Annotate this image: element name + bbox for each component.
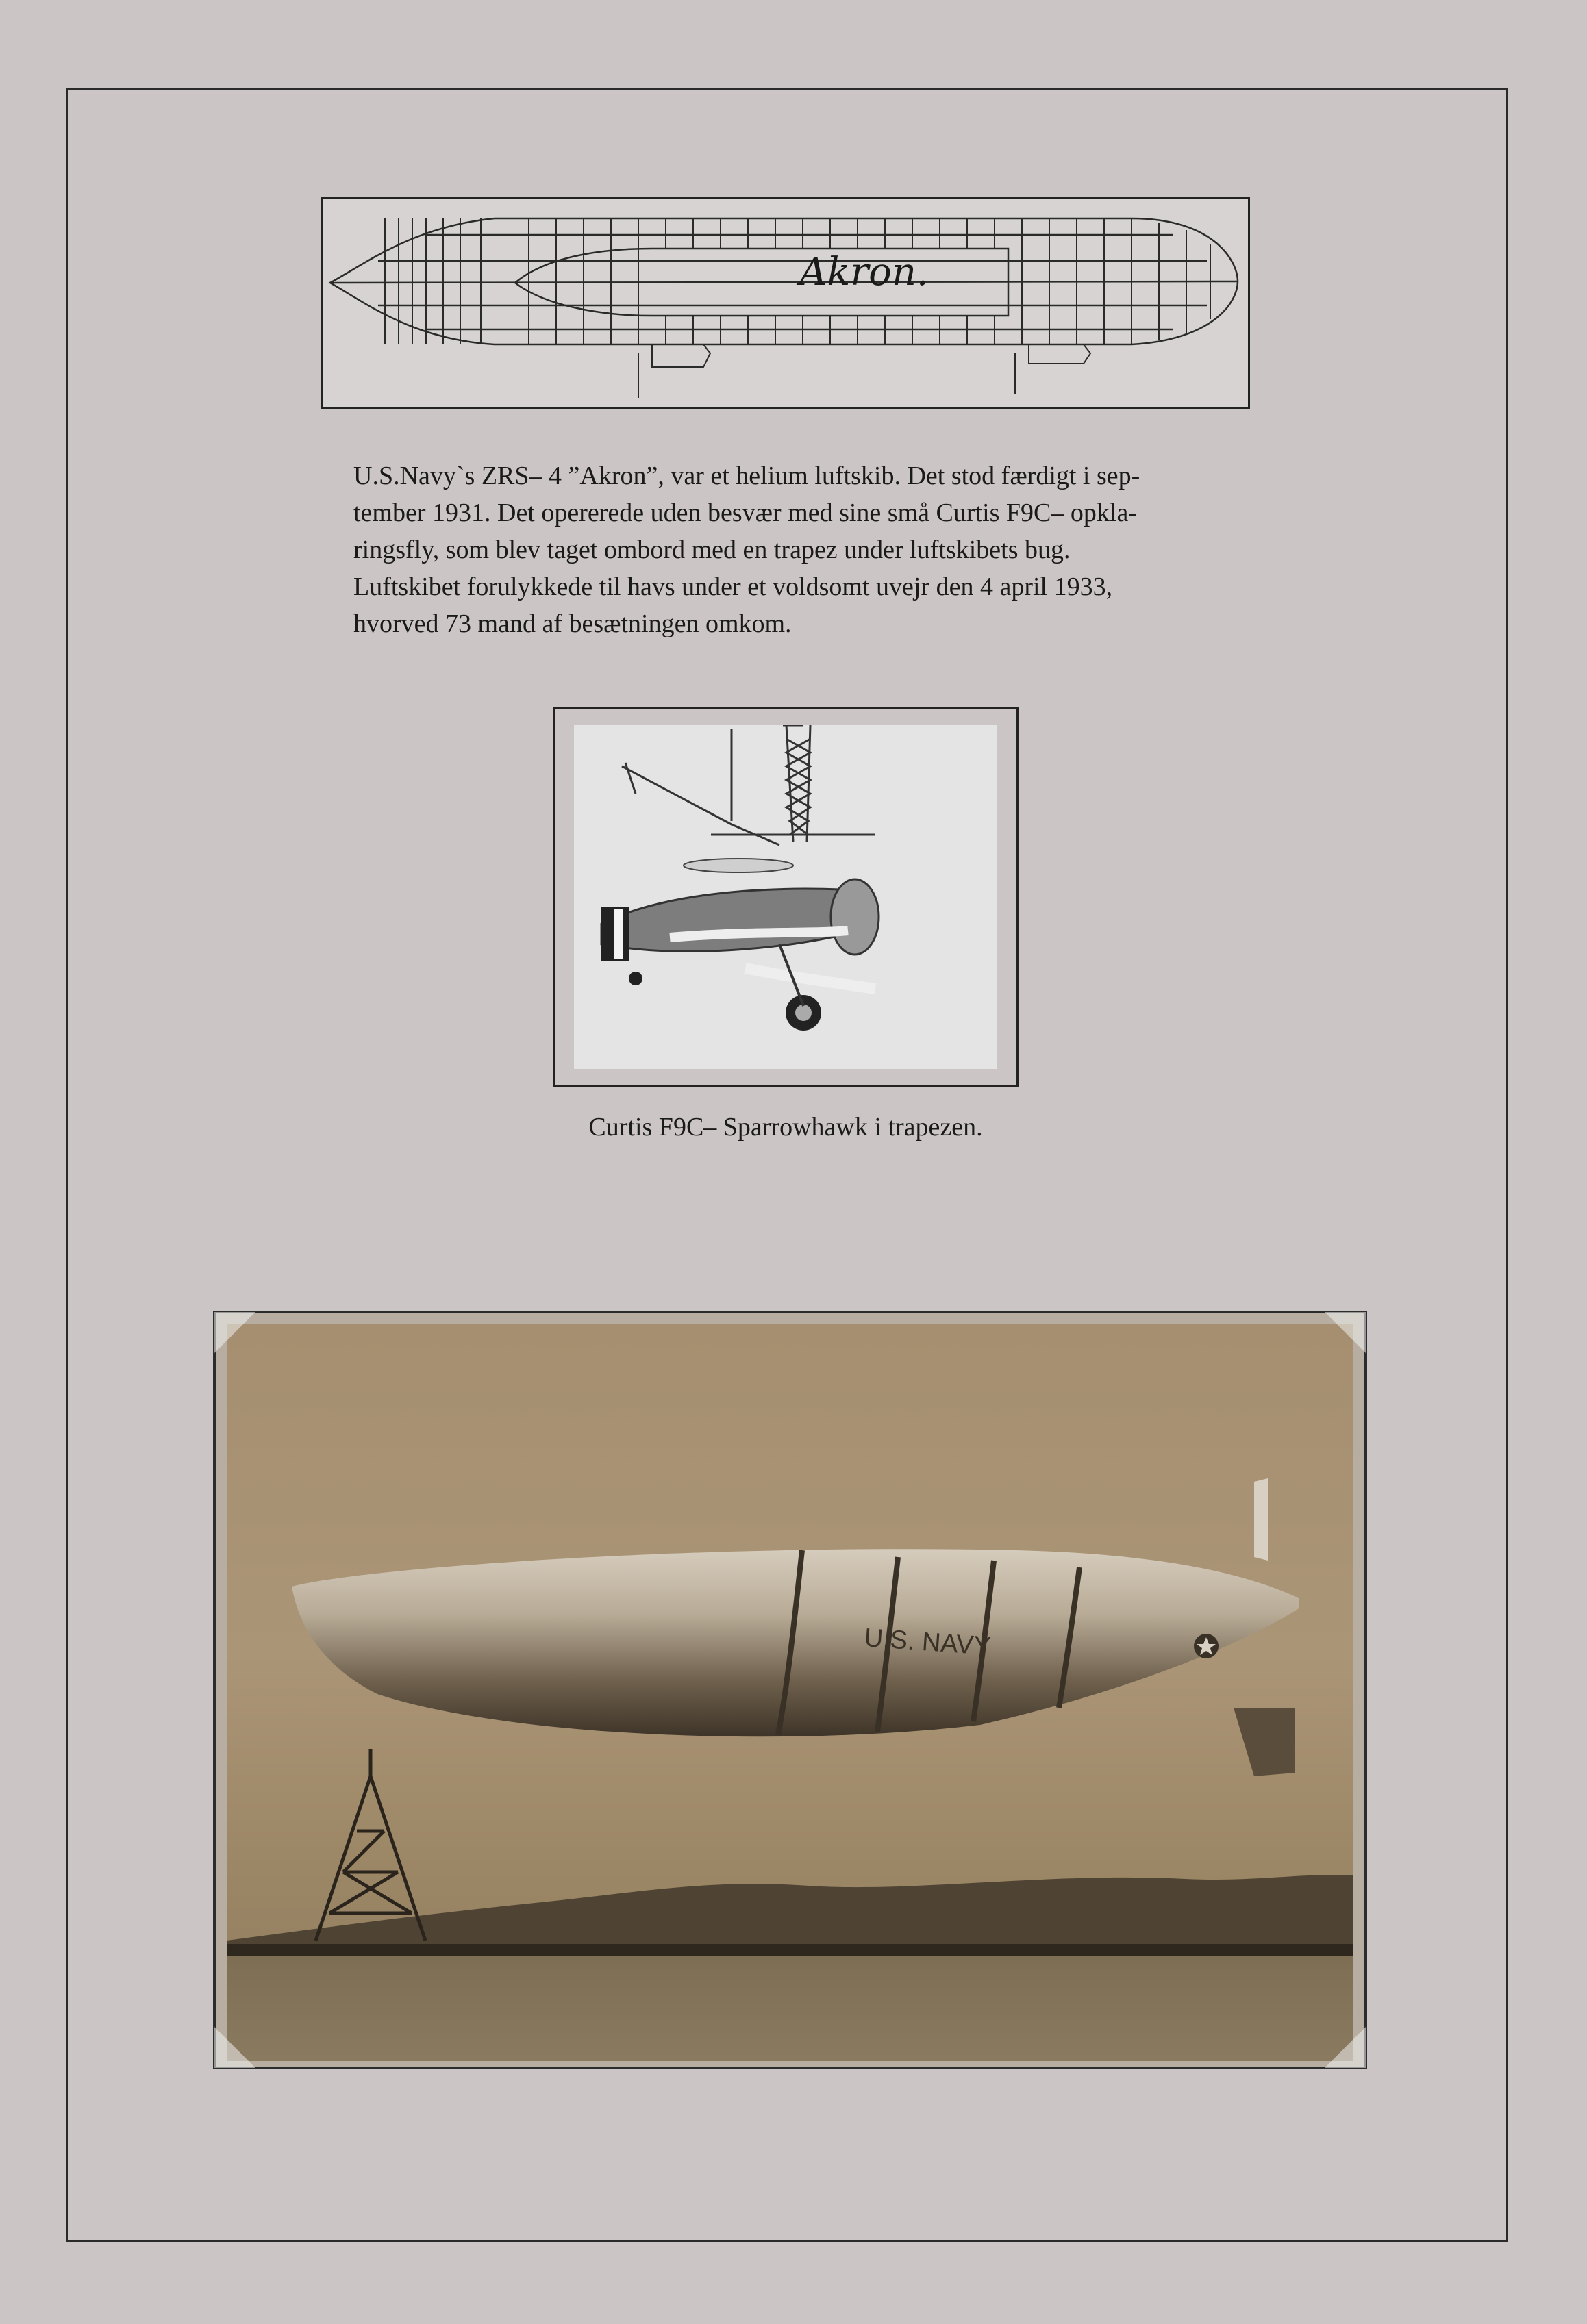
plane-photo: [574, 725, 997, 1069]
description-line: hvorved 73 mand af besætningen omkom.: [353, 609, 792, 638]
akron-airship-photo: [227, 1324, 1353, 2061]
sparrowhawk-illustration: [574, 725, 997, 1069]
description-line: Luftskibet forulykkede til havs under et voldsomt uvejr den 4 april 1933,: [353, 572, 1113, 601]
description-line: U.S.Navy`s ZRS– 4 ”Akron”, var et helium luftskib. Det stod færdigt i sep-: [353, 462, 1140, 490]
airship-outline-drawing: [323, 199, 1248, 407]
airship-drawing: [321, 197, 1250, 409]
airship-photo: [227, 1324, 1353, 2061]
drawing-title: Akron.: [799, 250, 929, 294]
description-line: ringsfly, som blev taget ombord med en trapez under luftskibets bug.: [353, 535, 1071, 564]
photo-corner: [214, 1312, 255, 1353]
description-line: tember 1931. Det opererede uden besvær med sine små Curtis F9C– opkla-: [353, 498, 1137, 527]
airship-postcard: [213, 1311, 1367, 2069]
photo-corner: [1325, 2027, 1366, 2068]
plane-photo-caption: Curtis F9C– Sparrowhawk i trapezen.: [588, 1113, 983, 1141]
hull-marking: U.S. NAVY: [863, 1624, 992, 1661]
photo-corner: [214, 2027, 255, 2068]
photo-corner: [1325, 1312, 1366, 1353]
description-paragraph: [353, 457, 1244, 642]
plane-photo-frame: [553, 707, 1019, 1087]
